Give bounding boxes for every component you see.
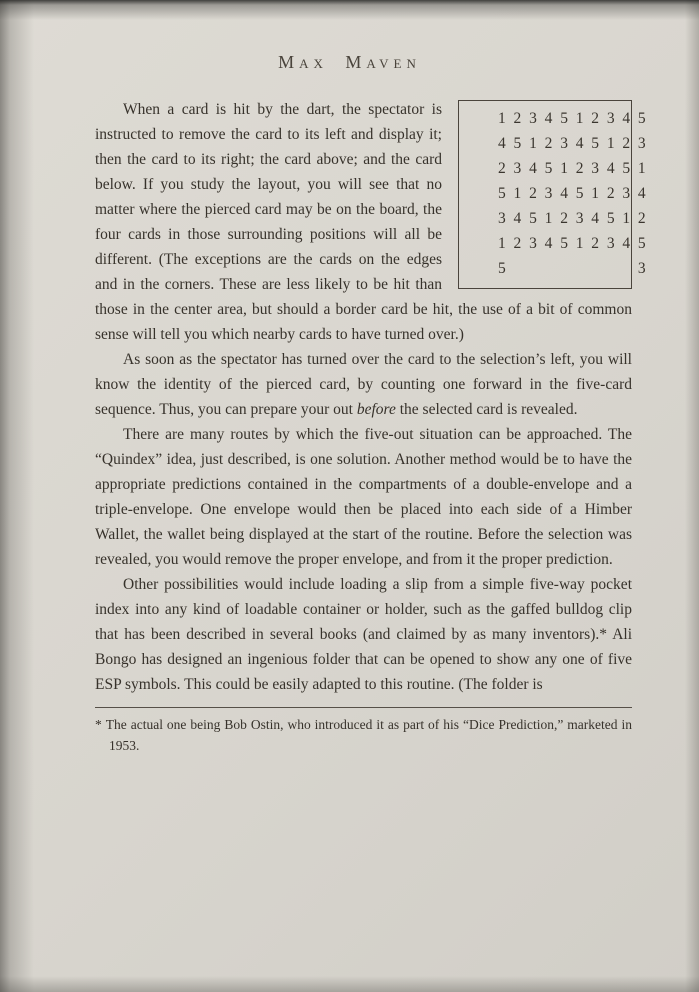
grid-cell: 5 (513, 135, 522, 152)
grid-cell: 3 (575, 210, 584, 227)
grid-cell: 3 (591, 160, 600, 177)
grid-cell: 3 (498, 210, 506, 227)
page-body (95, 97, 646, 756)
grid-cell: 3 (606, 110, 615, 127)
grid-row (470, 131, 646, 156)
grid-cell: 5 (637, 110, 646, 127)
grid-cell: 5 (498, 260, 506, 277)
grid-cell: 4 (560, 185, 568, 202)
paragraph-five-out-routes: There are many routes by which the five-out situation can be approached. The “Quindex” idea, just described, is one solution. Another method would be to have the appropriate predictions contained in the compartments of a double-envelope and a triple-envelope. One envelope would then be placed into each side of a Himber Wallet, the wallet being displayed at the start of the routine. Before the selection was revealed, you would remove the proper envelope, and from it the proper prediction. (95, 426, 632, 568)
grid-cell: 2 (637, 210, 646, 227)
grid-cell: 1 (544, 210, 553, 227)
grid-cell: 1 (498, 235, 506, 252)
grid-cell: 4 (575, 135, 584, 152)
grid-cell: 2 (591, 235, 600, 252)
grid-cell: 1 (575, 110, 584, 127)
grid-cell: 2 (544, 135, 553, 152)
grid-cell: 5 (637, 235, 646, 252)
grid-cell: 2 (622, 135, 631, 152)
footnote-section (95, 707, 632, 756)
grid-cell: 2 (498, 160, 506, 177)
grid-cell: 5 (560, 110, 568, 127)
grid-cell: 2 (591, 110, 600, 127)
grid-cell: 2 (606, 185, 615, 202)
footnote-marker: * (95, 717, 102, 732)
footnote (95, 714, 632, 756)
grid-cell: 1 (529, 135, 537, 152)
grid-cell: 4 (622, 110, 631, 127)
grid-cell: 3 (637, 135, 646, 152)
emphasized-word: before (356, 401, 396, 418)
grid-cell: 2 (529, 185, 537, 202)
grid-cell: 3 (637, 260, 646, 277)
grid-row (470, 206, 646, 231)
grid-cell: 4 (544, 235, 553, 252)
paragraph-quindex-layout (95, 97, 646, 347)
grid-cell: 5 (591, 135, 600, 152)
grid-cell: 1 (513, 185, 522, 202)
paragraph-text: When a card is hit by the dart, the spectator is instructed to remove the card to its left and display it; then the card to its right; the card above; and the card below. If you study the layout, you will see that no matter where the pierced card may be on the board, the four cards in those surrounding positions will all be different. (The exceptions are the cards on the edges and in the corners. These are less likely to be hit than those in the center area, but should a border card be hit, the use of a bit of common sense will tell you which nearby cards to have turned over.) (95, 101, 632, 343)
grid-cell: 4 (606, 160, 615, 177)
grid-cell: 4 (637, 185, 646, 202)
grid-cell: 5 (544, 160, 553, 177)
grid-cell: 2 (575, 160, 584, 177)
grid-cell: 4 (591, 210, 600, 227)
grid-cell: 4 (498, 135, 506, 152)
footnote-text: The actual one being Bob Ostin, who introduced it as part of his “Dice Prediction,” marketed in 1953. (105, 717, 632, 753)
paragraph-text: the selected card is revealed. (395, 401, 578, 418)
grid-cell: 1 (606, 135, 615, 152)
grid-cell: 4 (529, 160, 537, 177)
grid-cell: 3 (513, 160, 522, 177)
grid-cell: 4 (622, 235, 631, 252)
grid-cell: 5 (575, 185, 584, 202)
grid-cell: 4 (544, 110, 553, 127)
grid-cell: 1 (591, 185, 600, 202)
grid-cell: 5 (622, 160, 631, 177)
running-head-author: Max Maven (278, 52, 421, 72)
grid-cell: 3 (606, 235, 615, 252)
grid-cell: 5 (606, 210, 615, 227)
grid-cell: 1 (575, 235, 584, 252)
grid-cell: 2 (513, 110, 522, 127)
grid-cell: 3 (529, 235, 537, 252)
grid-cell: 5 (498, 185, 506, 202)
grid-cell: 5 (560, 235, 568, 252)
grid-cell: 1 (637, 160, 646, 177)
grid-cell: 5 (529, 210, 537, 227)
grid-row (470, 256, 646, 281)
paragraph-other-possibilities: Other possibilities would include loading a slip from a simple five-way pocket index into any kind of loadable container or holder, such as the gaffed bulldog clip that has been described in several books (and claimed by as many inventors).* Ali Bongo has designed an ingenious folder that can be opened to show any one of five ESP symbols. This could be easily adapted to this routine. (The folder is (95, 576, 632, 693)
grid-cell: 2 (560, 210, 568, 227)
paragraph-counting-forward (95, 347, 632, 422)
grid-cell: 1 (622, 210, 631, 227)
grid-cell: 4 (513, 210, 522, 227)
grid-row (470, 181, 646, 206)
grid-cell: 3 (622, 185, 631, 202)
grid-cell: 1 (560, 160, 568, 177)
grid-row (470, 156, 646, 181)
card-layout-grid (458, 100, 646, 289)
paragraph-text: As soon as the spectator has turned over the card to the selection’s left, you will know the identity of the pierced card, by counting one forward in the five-card sequence. Thus, you can prepare your out (95, 351, 632, 418)
grid-cell: 3 (560, 135, 568, 152)
grid-cell: 3 (544, 185, 553, 202)
grid-row (470, 231, 646, 256)
grid-cell: 1 (498, 110, 506, 127)
grid-row (470, 106, 646, 131)
grid-cell: 2 (513, 235, 522, 252)
grid-cell: 3 (529, 110, 537, 127)
